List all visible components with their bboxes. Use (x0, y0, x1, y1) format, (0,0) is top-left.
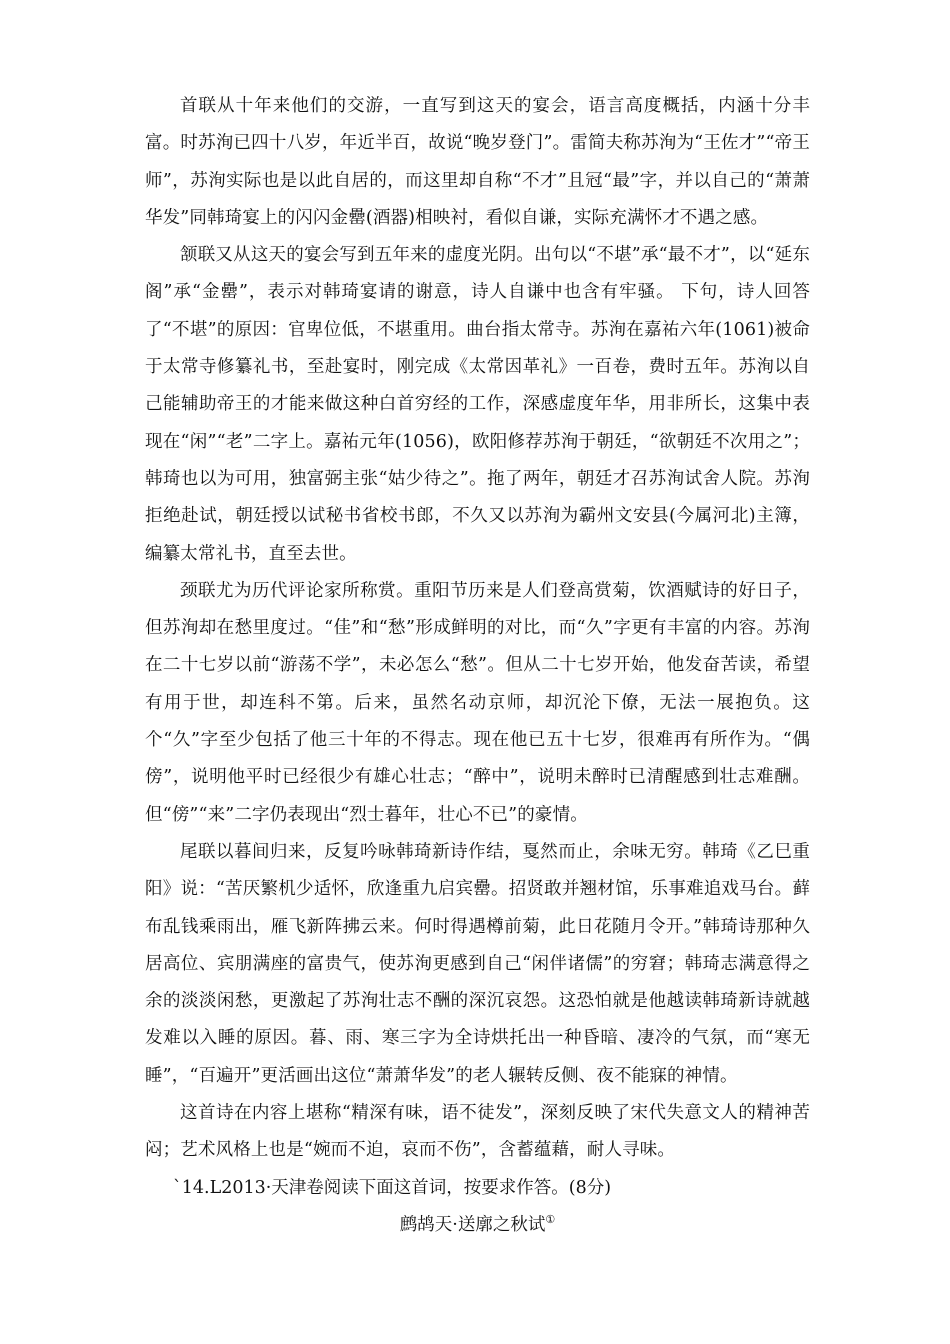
question-prompt: `14.L2013·天津卷阅读下面这首词，按要求作答。(8分) (173, 1177, 612, 1198)
analysis-paragraph-5: 这首诗在内容上堪称“精深有味，语不徒发”，深刻反映了宋代失意文人的精神苦闷；艺术风格上也是“婉而不迫，哀而不伤”，含蓄蕴藉，耐人寻味。 (145, 1103, 810, 1161)
analysis-paragraph-4: 尾联以暮间归来，反复吟咏韩琦新诗作结，戛然而止，余味无穷。韩琦《乙巳重阳》说：“苦厌繁机少适怀，欣逢重九启宾罍。招贤敢并翘材馆，乐事难追戏马台。藓布乱钱乘雨出，雁飞新阵拂云来。何时得遇樽前菊，此日花随月令开。”韩琦诗那种久居高位、宾朋满座的富贵气，使苏洵更感到自己“闲伴诸儒”的穷窘；韩琦志满意得之余的淡淡闲愁，更激起了苏洵壮志不酬的深沉哀怨。这恐怕就是他越读韩琦新诗就越发难以入睡的原因。暮、雨、寒三字为全诗烘托出一种昏暗、凄冷的气氛，而“寒无睡”，“百遍开”更活画出这位“萧萧华发”的老人辗转反侧、夜不能寐的神情。 (145, 841, 810, 1086)
analysis-paragraph-1: 首联从十年来他们的交游，一直写到这天的宴会，语言高度概括，内涵十分丰富。时苏洵已四十八岁，年近半百，故说“晚岁登门”。雷简夫称苏洵为“王佐才”“帝王师”，苏洵实际也是以此自居的，而这里却自称“不才”且冠“最”字，并以自己的“萧萧华发”同韩琦宴上的闪闪金罍(酒器)相映衬，看似自谦，实际充满怀才不遇之感。 (145, 96, 810, 228)
analysis-paragraph-2: 颔联又从这天的宴会写到五年来的虚度光阴。出句以“不堪”承“最不才”，以“延东阁”承“金罍”，表示对韩琦宴请的谢意，诗人自谦中也含有牢骚。 下句，诗人回答了“不堪”的原因：官卑位低，不堪重用。曲台指太常寺。苏洵在嘉祐六年(1061)被命于太常寺修纂礼书，至赴宴时，刚完成《太常因革礼》一百卷，费时五年。苏洵以自己能辅助帝王的才能来做这种白首穷经的工作，深感虚度年华，用非所长，这集中表现在“闲”“老”二字上。嘉祐元年(1056)，欧阳修荐苏洵于朝廷，“欲朝廷不次用之”；韩琦也以为可用，独富弼主张“姑少待之”。拖了两年，朝廷才召苏洵试舍人院。苏洵拒绝赴试，朝廷授以试秘书省校书郎，不久又以苏洵为霸州文安县(今属河北)主簿，编纂太常礼书，直至去世。 (145, 245, 810, 564)
poem-title (145, 1207, 810, 1244)
poem-title-text: 鹧鸪天·送廓之秋试 (399, 1214, 546, 1235)
analysis-paragraph-3: 颈联尤为历代评论家所称赏。重阳节历来是人们登高赏菊，饮酒赋诗的好日子，但苏洵却在愁里度过。“佳”和“愁”形成鲜明的对比，而“久”字更有丰富的内容。苏洵在二十七岁以前“游荡不学”，未必怎么“愁”。但从二十七岁开始，他发奋苦读，希望有用于世，却连科不第。后来，虽然名动京师，却沉沦下僚，无法一展抱负。这个“久”字至少包括了他三十年的不得志。现在他已五十七岁，很难再有所作为。“偶傍”，说明他平时已经很少有雄心壮志；“醉中”，说明未醉时已清醒感到壮志难酬。但“傍”“来”二字仍表现出“烈士暮年，壮心不已”的豪情。 (145, 580, 810, 825)
footnote-marker: ① (545, 1212, 556, 1226)
document-page (145, 88, 810, 1244)
